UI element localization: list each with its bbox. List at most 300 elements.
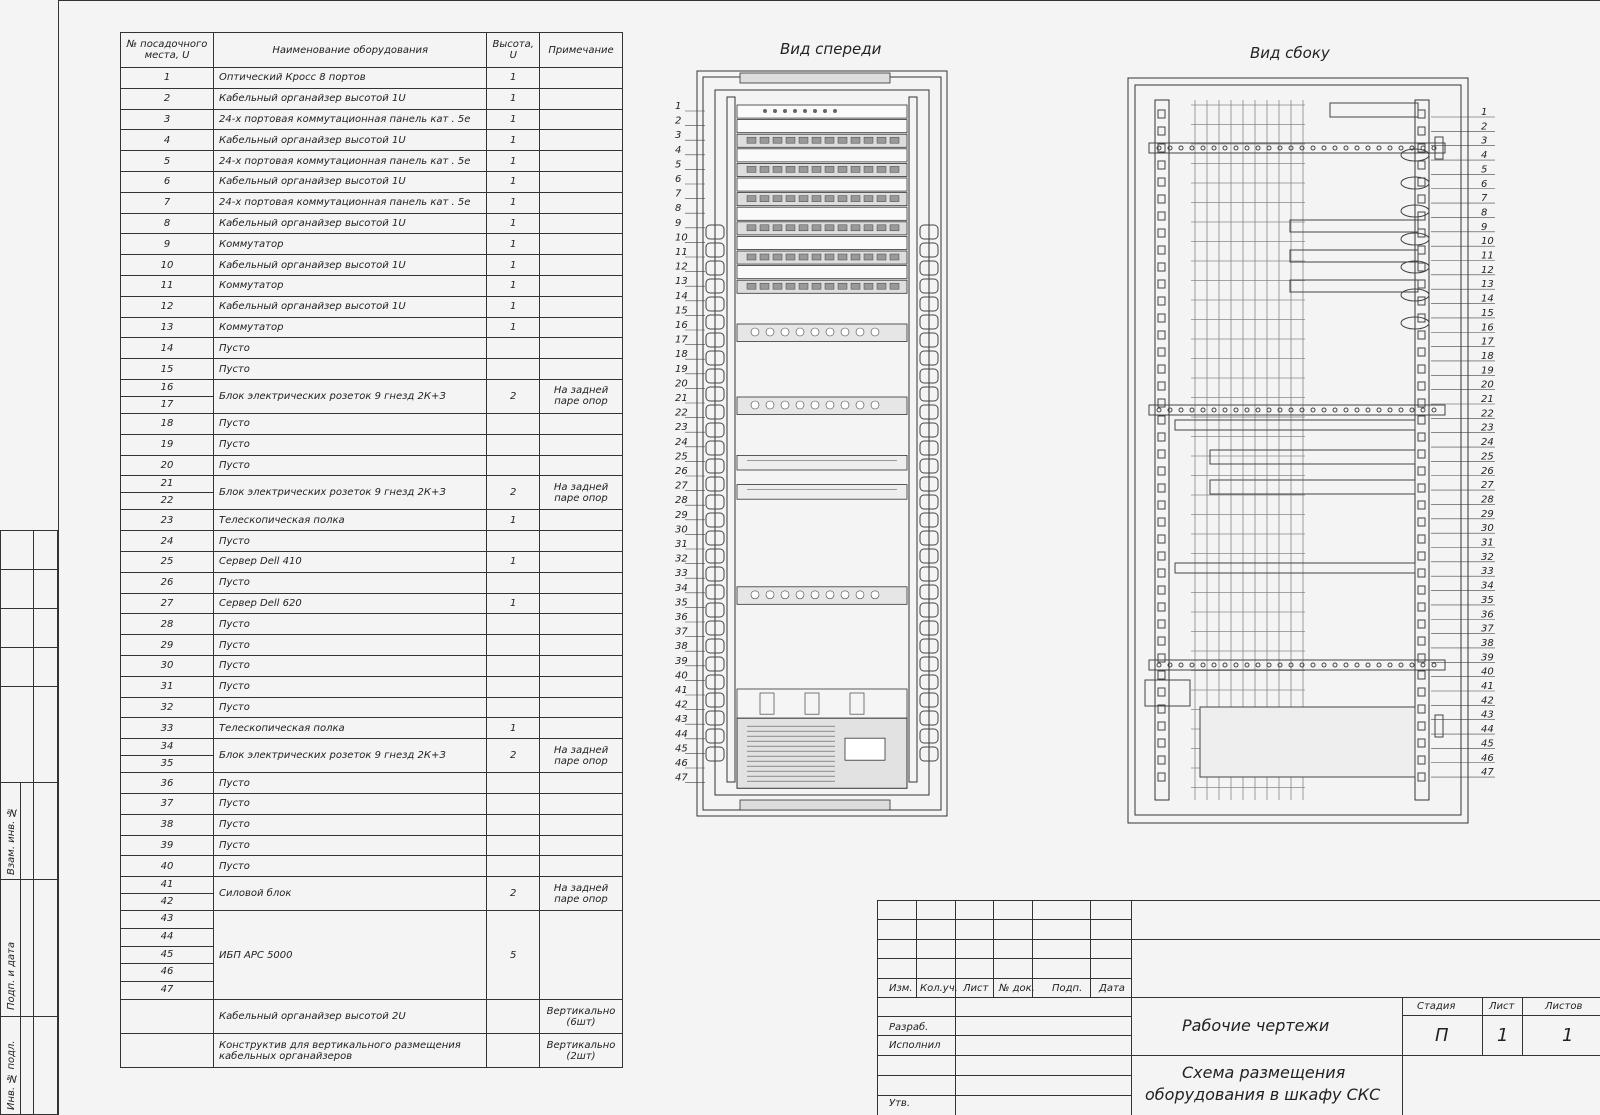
side-handle [1435, 715, 1443, 737]
seat-number: 47 [121, 981, 213, 999]
header-height: Высота, U [487, 33, 540, 68]
cell-note: На задней паре опор [540, 739, 623, 773]
seat-number: 42 [121, 893, 213, 910]
cell-note [540, 697, 623, 718]
cell-name: Сервер Dell 620 [214, 593, 487, 614]
front-socket [856, 328, 864, 336]
side-crossbar-hole [1190, 146, 1194, 150]
front-port [786, 283, 795, 289]
cell-seat: 13 [121, 317, 214, 338]
col-date: Дата [1099, 983, 1125, 994]
equipment-table [120, 32, 623, 1068]
front-unit-number: 31 [675, 539, 688, 550]
side-rail-hole [1418, 365, 1425, 373]
front-server [737, 455, 907, 470]
table-row [121, 476, 623, 510]
front-unit-number: 4 [675, 144, 682, 156]
cell-name: Пусто [214, 614, 487, 635]
front-port [838, 283, 847, 289]
cell-note [540, 635, 623, 656]
front-port [864, 225, 873, 231]
front-port [890, 196, 899, 202]
side-rail-hole [1158, 161, 1165, 169]
side-crossbar-hole [1223, 663, 1227, 667]
cell-height [487, 413, 540, 434]
side-shelf [1175, 563, 1415, 573]
front-unit-number: 9 [675, 217, 682, 229]
side-unit-number: 24 [1481, 437, 1494, 449]
cell-note [540, 676, 623, 697]
tb-row-line [877, 939, 1131, 940]
side-crossbar-hole [1322, 408, 1326, 412]
side-crossbar-hole [1432, 663, 1436, 667]
side-rail-hole [1418, 518, 1425, 526]
side-unit-number: 14 [1481, 293, 1494, 305]
cell-name: Блок электрических розеток 9 гнезд 2К+З [214, 379, 487, 413]
cell-seat: 5 [121, 151, 214, 172]
cell-note [540, 275, 623, 296]
front-port [851, 196, 860, 202]
tb-row-line [877, 978, 1131, 979]
front-unit-number: 33 [675, 568, 688, 580]
front-port [864, 196, 873, 202]
cell-note [540, 911, 623, 1000]
tb-col-line [1090, 900, 1091, 997]
side-crossbar-hole [1190, 408, 1194, 412]
side-crossbar-hole [1278, 146, 1282, 150]
cell-name: Кабельный органайзер высотой 1U [214, 171, 487, 192]
cell-name: Пусто [214, 434, 487, 455]
cell-name: Пусто [214, 413, 487, 434]
side-rail-hole [1418, 654, 1425, 662]
table-row [121, 697, 623, 718]
side-crossbar-hole [1344, 146, 1348, 150]
side-unit-number: 43 [1481, 709, 1494, 721]
title-block [877, 900, 1600, 1115]
cell-name: Сервер Dell 410 [214, 551, 487, 572]
side-crossbar [1149, 405, 1445, 415]
front-port [799, 166, 808, 172]
table-row [121, 739, 623, 773]
cell-seat: 26 [121, 572, 214, 593]
front-port [825, 196, 834, 202]
side-unit-number: 11 [1481, 250, 1494, 262]
front-socket [871, 401, 879, 409]
side-unit-number: 15 [1481, 307, 1494, 319]
side-unit-number: 46 [1481, 752, 1494, 764]
front-port [786, 196, 795, 202]
side-rail-hole [1158, 280, 1165, 288]
front-unit-number: 43 [675, 714, 688, 726]
cell-height: 1 [487, 109, 540, 130]
front-optical-port [813, 109, 817, 113]
front-unit-number: 32 [675, 553, 688, 565]
front-optical-port [783, 109, 787, 113]
cell-note [540, 531, 623, 552]
cell-name: 24-х портовая коммутационная панель кат . 5е [214, 109, 487, 130]
side-crossbar-hole [1157, 663, 1161, 667]
cell-height [487, 773, 540, 794]
front-unit-number: 19 [675, 363, 688, 375]
front-port [877, 196, 886, 202]
strip-cell [0, 569, 58, 609]
front-port [825, 137, 834, 143]
side-crossbar-hole [1234, 146, 1238, 150]
cell-name: 24-х портовая коммутационная панель кат . 5е [214, 151, 487, 172]
cell-name: Кабельный органайзер высотой 1U [214, 88, 487, 109]
front-device [737, 178, 907, 191]
cell-seat: 23 [121, 510, 214, 531]
front-port [812, 225, 821, 231]
front-port [773, 225, 782, 231]
tb-col-line [955, 997, 956, 1115]
side-crossbar-hole [1432, 408, 1436, 412]
cell-seat: 3 [121, 109, 214, 130]
cell-height: 2 [487, 739, 540, 773]
seat-number: 17 [121, 396, 213, 413]
table-row [121, 413, 623, 434]
front-port [825, 225, 834, 231]
side-crossbar-hole [1300, 408, 1304, 412]
tb-row-line [877, 958, 1131, 959]
cell-seat: 28 [121, 614, 214, 635]
front-unit-number: 42 [675, 699, 688, 711]
side-crossbar-hole [1366, 663, 1370, 667]
side-crossbar-hole [1388, 146, 1392, 150]
cell-note [540, 171, 623, 192]
side-rail-hole [1418, 450, 1425, 458]
side-rail-hole [1418, 756, 1425, 764]
front-bottom-plate [740, 800, 890, 810]
front-port [773, 283, 782, 289]
front-port [773, 254, 782, 260]
side-equipment [1145, 103, 1445, 781]
cell-seat [121, 1034, 214, 1068]
project-stage-title: Рабочие чертежи [1182, 1016, 1330, 1035]
side-crossbar-hole [1179, 408, 1183, 412]
front-socket [766, 401, 774, 409]
cell-note [540, 856, 623, 877]
side-unit-number: 40 [1481, 666, 1494, 678]
table-row [121, 317, 623, 338]
cell-height [487, 434, 540, 455]
table-row [121, 234, 623, 255]
cell-height [487, 635, 540, 656]
cell-name: Блок электрических розеток 9 гнезд 2К+З [214, 476, 487, 510]
side-unit-number: 42 [1481, 695, 1494, 707]
side-unit-number: 6 [1481, 178, 1488, 190]
front-socket [841, 591, 849, 599]
front-device [737, 207, 907, 220]
front-port [825, 166, 834, 172]
side-crossbar-hole [1377, 408, 1381, 412]
cell-height [487, 835, 540, 856]
cell-seat: 7 [121, 192, 214, 213]
front-port [799, 196, 808, 202]
cell-height [487, 338, 540, 359]
cell-seat: 2 [121, 88, 214, 109]
cell-name: Кабельный органайзер высотой 2U [214, 1000, 487, 1034]
front-unit-number: 18 [675, 349, 688, 361]
cell-height: 1 [487, 593, 540, 614]
side-crossbar-hole [1256, 408, 1260, 412]
front-unit-number: 22 [675, 407, 688, 419]
side-rail-hole [1158, 246, 1165, 254]
front-optical-port [833, 109, 837, 113]
cell-height [487, 531, 540, 552]
seat-number: 41 [160, 879, 174, 891]
side-rail-hole [1158, 722, 1165, 730]
header-note: Примечание [540, 33, 623, 68]
cell-height [487, 814, 540, 835]
front-unit-number: 40 [675, 670, 688, 682]
front-port [786, 137, 795, 143]
side-rail-hole [1418, 705, 1425, 713]
cell-name: Пусто [214, 531, 487, 552]
front-socket [751, 328, 759, 336]
tb-row-line [877, 1075, 1131, 1076]
front-port [890, 283, 899, 289]
cell-height: 1 [487, 255, 540, 276]
cell-seat: 10 [121, 255, 214, 276]
front-unit-number: 29 [675, 509, 688, 521]
cell-seat: 11 [121, 275, 214, 296]
side-crossbar-hole [1267, 408, 1271, 412]
cell-name: Кабельный органайзер высотой 1U [214, 296, 487, 317]
side-crossbar-hole [1388, 663, 1392, 667]
front-socket [856, 401, 864, 409]
cell-name: Конструктив для вертикального размещения кабельных органайзеров [214, 1034, 487, 1068]
side-rail-hole [1158, 263, 1165, 271]
table-row [121, 572, 623, 593]
side-rail-hole [1418, 552, 1425, 560]
side-rail-hole [1158, 671, 1165, 679]
cell-name: Пусто [214, 655, 487, 676]
tb-row-line [877, 1095, 1131, 1096]
cell-height: 2 [487, 877, 540, 911]
table-row [121, 510, 623, 531]
table-row [121, 434, 623, 455]
side-rail-hole [1158, 569, 1165, 577]
cell-note [540, 213, 623, 234]
cell-seat: 40 [121, 856, 214, 877]
side-unit-number: 45 [1481, 738, 1494, 750]
side-device-panel [1330, 103, 1418, 117]
cell-seat: 24 [121, 531, 214, 552]
side-unit-number: 30 [1481, 523, 1494, 535]
side-rail-hole [1158, 586, 1165, 594]
cell-note [540, 130, 623, 151]
cell-name: Кабельный органайзер высотой 1U [214, 255, 487, 276]
side-unit-number: 27 [1481, 480, 1494, 492]
side-unit-number: 35 [1481, 594, 1494, 606]
cell-height: 1 [487, 151, 540, 172]
side-crossbar-hole [1300, 663, 1304, 667]
front-unit-number: 41 [675, 685, 688, 696]
cell-seat: 19 [121, 434, 214, 455]
tb-row-line [877, 1055, 1131, 1056]
cell-name: Пусто [214, 814, 487, 835]
side-rail-hole [1158, 348, 1165, 356]
side-crossbar-hole [1333, 408, 1337, 412]
cell-name: Пусто [214, 676, 487, 697]
front-unit-number: 28 [675, 495, 688, 507]
side-unit-number: 32 [1481, 551, 1494, 563]
side-rail-hole [1158, 688, 1165, 696]
side-unit-number: 44 [1481, 724, 1494, 736]
seat-number: 35 [121, 755, 213, 772]
tb-row-line [877, 1016, 1131, 1017]
side-crossbar-hole [1201, 663, 1205, 667]
front-port [877, 166, 886, 172]
front-view-drawing [675, 65, 965, 825]
sheets-value: 1 [1562, 1025, 1574, 1046]
front-port [838, 196, 847, 202]
table-row [121, 911, 623, 1000]
cell-seat: 20 [121, 455, 214, 476]
side-rail-hole [1418, 178, 1425, 186]
side-crossbar-hole [1355, 408, 1359, 412]
side-rail-hole [1158, 229, 1165, 237]
side-unit-number: 5 [1481, 164, 1488, 176]
front-unit-number: 15 [675, 305, 688, 317]
side-unit-number: 41 [1481, 681, 1494, 692]
front-unit-number: 1 [675, 101, 682, 112]
col-izm: Изм. [889, 983, 913, 994]
col-podp: Подп. [1052, 983, 1083, 994]
side-unit-number: 23 [1481, 422, 1494, 434]
table-row [121, 676, 623, 697]
front-socket [751, 401, 759, 409]
front-unit-number: 46 [675, 758, 688, 769]
side-rail-hole [1418, 586, 1425, 594]
side-rail-hole [1418, 773, 1425, 781]
cell-seat: 30 [121, 655, 214, 676]
front-socket [826, 401, 834, 409]
side-rail-hole [1158, 535, 1165, 543]
cell-note [540, 718, 623, 739]
side-unit-number: 13 [1481, 279, 1494, 291]
table-row [121, 130, 623, 151]
strip-label: Подп. и дата [6, 941, 17, 1010]
table-row [121, 718, 623, 739]
front-socket [766, 591, 774, 599]
side-crossbar-hole [1201, 146, 1205, 150]
cell-name: Кабельный органайзер высотой 1U [214, 213, 487, 234]
strip-divider [20, 782, 21, 1115]
front-power-block [737, 689, 907, 718]
front-port [799, 283, 808, 289]
side-rail-hole [1418, 535, 1425, 543]
front-unit-number: 8 [675, 203, 682, 215]
table-row [121, 68, 623, 89]
strip-cell [0, 608, 58, 648]
front-port [864, 283, 873, 289]
front-ups-display [845, 738, 885, 760]
table-row [121, 551, 623, 572]
side-crossbar-hole [1322, 146, 1326, 150]
cell-height: 1 [487, 275, 540, 296]
seat-number: 16 [160, 381, 174, 393]
side-crossbar-hole [1311, 663, 1315, 667]
side-rail-hole [1158, 756, 1165, 764]
cell-seat: 12 [121, 296, 214, 317]
side-unit-numbers [1431, 107, 1495, 778]
front-port [825, 283, 834, 289]
side-unit-number: 29 [1481, 508, 1494, 520]
cell-seat: 27 [121, 593, 214, 614]
side-rail-hole [1158, 654, 1165, 662]
front-unit-number: 23 [675, 422, 688, 434]
cell-note [540, 109, 623, 130]
cell-note [540, 551, 623, 572]
front-socket [781, 328, 789, 336]
front-socket [796, 591, 804, 599]
side-unit-number: 26 [1481, 465, 1494, 477]
side-crossbar-hole [1278, 408, 1282, 412]
side-rail-hole [1158, 603, 1165, 611]
side-rail-hole [1418, 416, 1425, 424]
front-unit-number: 11 [675, 247, 688, 258]
front-socket [811, 401, 819, 409]
side-unit-number: 7 [1481, 193, 1488, 205]
table-row [121, 109, 623, 130]
front-optical-port [823, 109, 827, 113]
cell-name: Пусто [214, 635, 487, 656]
cell-seat: 32 [121, 697, 214, 718]
cell-height: 1 [487, 551, 540, 572]
seat-number: 44 [121, 928, 213, 946]
front-port [890, 254, 899, 260]
side-rail-hole [1418, 280, 1425, 288]
cell-note [540, 88, 623, 109]
cell-name: 24-х портовая коммутационная панель кат . 5е [214, 192, 487, 213]
side-crossbar-hole [1355, 663, 1359, 667]
side-crossbar [1149, 660, 1445, 670]
side-rail-hole [1418, 348, 1425, 356]
side-unit-number: 3 [1481, 135, 1488, 147]
side-crossbar-hole [1256, 663, 1260, 667]
cell-seat: 14 [121, 338, 214, 359]
side-rail-hole [1418, 246, 1425, 254]
front-unit-number: 5 [675, 159, 682, 171]
side-rail-hole [1158, 620, 1165, 628]
table-row [121, 455, 623, 476]
cell-name: Пусто [214, 455, 487, 476]
cell-note [540, 593, 623, 614]
cell-name: Пусто [214, 359, 487, 380]
side-crossbar-hole [1333, 146, 1337, 150]
side-crossbar-hole [1410, 408, 1414, 412]
front-server [737, 485, 907, 500]
sheet-value: 1 [1497, 1025, 1509, 1046]
side-crossbar-hole [1410, 663, 1414, 667]
front-view-label: Вид спереди [780, 40, 882, 58]
side-crossbar-hole [1245, 408, 1249, 412]
cell-note [540, 255, 623, 276]
side-crossbar-hole [1245, 663, 1249, 667]
side-rail-hole [1418, 603, 1425, 611]
front-socket-block [737, 397, 907, 415]
front-device [737, 149, 907, 162]
front-port [747, 254, 756, 260]
front-rack-slots [737, 73, 907, 810]
cell-name: Коммутатор [214, 234, 487, 255]
table-row [121, 1034, 623, 1068]
sheets-label: Листов [1545, 1001, 1583, 1012]
side-rail-hole [1418, 399, 1425, 407]
cell-note: На задней паре опор [540, 379, 623, 413]
